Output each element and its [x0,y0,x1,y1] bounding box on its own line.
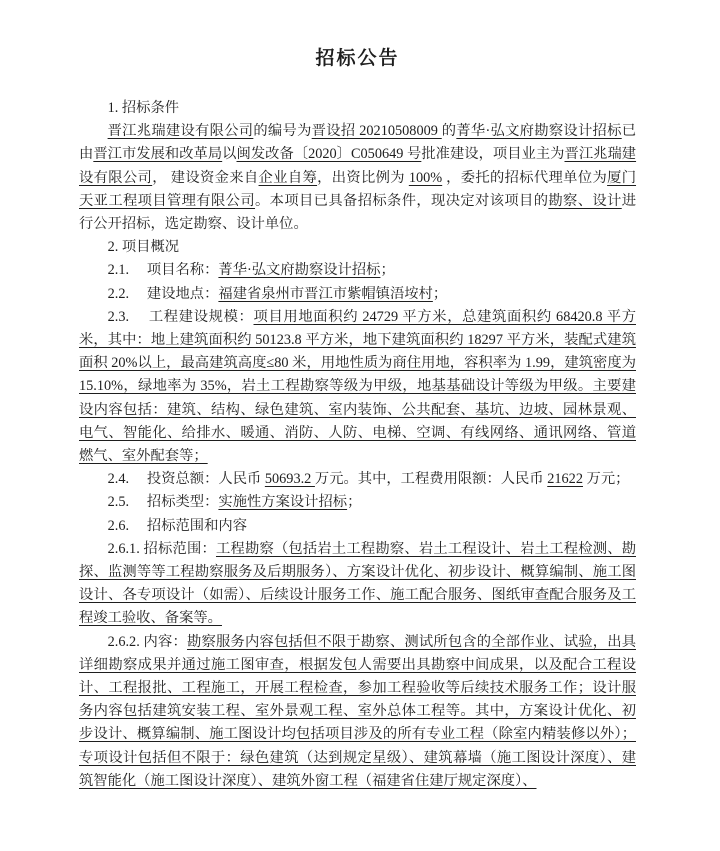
para-2-6-2-content [79,631,636,793]
text: ，委托的招标代理单位为 [442,169,608,186]
text: 万元。其中，工程费用限额：人民币 [314,471,548,488]
text: 2. 项目概况 [107,239,180,256]
underlined-text: 勘察服务内容包括但不限于勘察、测试所包含的全部作业、试验，出具详细勘察成果并通过施工图审查，根据发包人需要出具勘察中间成果，以及配合工程设计、工程报批、工程施工，开展工程检查，参加工程验收等后续技术服务工作；设计服务内容包括建筑安装工程、室外景观工程、室外总体工程等。其中，方案设计优化、初步设计、概算编制、施工图设计均包括项目涉及的所有专业工程（除室内精装修以外）；专项设计包括但不限于：绿色建筑（达到规定星级）、建筑幕墙（施工图设计深度）、建筑智能化（施工图设计深度）、建筑外窗工程（福建省住建厅规定深度）、 [79,633,636,789]
para-2-6-1-scope [79,538,636,631]
underlined-text: 工程勘察（包括岩土工程勘察、岩土工程设计、岩土工程检测、勘探、监测等等工程勘察服务及后期服务）、方案设计优化、初步设计、概算编制、施工图设计、各专项设计（如需）、后续设计服务工作、施工配合服务、图纸审查配合服务及工程竣工验收、备案等。 [79,540,636,627]
text: 进行公开招标，选定勘察、设计单位。 [79,192,637,233]
text: 2.3. 工程建设规模： [107,308,254,325]
underlined-text: 企业自筹 [258,169,318,186]
text: 2.2. 建设地点： [107,285,219,302]
text: 以 [222,146,237,163]
underlined-text: 项目用地面积约 24729 平方米，总建筑面积约 68420.8 平方米，其中：地上建筑面积约 50123.8 平方米，地下建筑面积约 18297 平方米，装配式建筑面积 20%以上，最高建筑高度≤80 米，用地性质为商住用地，容积率为 1.99，建筑密度为 15.10%，绿地率为 35%，岩土工程勘察等级为甲级，地基基础设计等级为甲级。主要建设内容包括：建筑、结构、绿色建筑、室内装饰、公共配套、基坑、边坡、园林景观、电气、智能化、给排水、暖通、消防、人防、电梯、空调、有线网络、通讯网络、管道燃气、室外配套等； [79,308,636,465]
text: 。本项目已具备招标条件，现决定对该项目的 [255,192,549,209]
para-2-3-scale [79,306,636,468]
text: 2.6. 招标范围和内容 [107,517,247,534]
text: 1. 招标条件 [107,100,180,116]
para-2-4-investment [79,468,636,491]
para-2-6-scope-heading [79,515,636,538]
para-2-1-project-name [79,259,636,282]
text: 的 [441,123,457,140]
text: ； [432,285,448,302]
text: 的编号为 [253,123,312,140]
document-body [79,97,636,793]
text: 2.4. 投资总额：人民币 [107,471,265,488]
text: 2.6.2. 内容： [107,633,187,650]
section-2-heading [79,236,636,259]
underlined-text: 菁华·弘文府勘察设计招标 [456,123,622,140]
text: ， 建设资金来自 [152,169,259,186]
underlined-text: 晋江市发展和改革局 [93,146,223,163]
underlined-text: 50693.2 [264,471,315,488]
text: 2.5. 招标类型： [107,494,219,511]
underlined-text: 厦门天亚工程项目管理有限公司 [79,169,637,209]
underlined-text: 菁华·弘文府勘察设计招标 [218,262,381,279]
text: ，出资比例为 [317,169,409,186]
text: 万元； [582,471,630,488]
text: 已由 [79,123,637,163]
para-2-5-tender-type [79,491,636,514]
underlined-text: 勘察、设计 [548,192,622,209]
text: ； [380,262,395,279]
underlined-text: 实施性方案设计招标 [218,494,348,511]
text: 2.1. 项目名称： [107,262,219,279]
section-1-heading [79,97,636,120]
text: 2.6.1. 招标范围： [107,540,216,557]
para-2-2-location [79,283,636,306]
text: ； [347,494,362,511]
underlined-text: 100% [408,169,443,186]
underlined-text: 晋江兆瑞建设有限公司 [107,123,254,140]
underlined-text: 21622 [547,471,583,488]
underlined-text: 福建省泉州市晋江市紫帽镇浯垵村 [218,285,433,302]
underlined-text: 晋江兆瑞建设有限公司 [79,146,637,186]
text: 批准建设，项目业主为 [421,146,565,163]
underlined-text: 晋设招 20210508009 [311,123,442,140]
underlined-text: 闽发改备〔2020〕C050649 号 [236,146,422,163]
para-tender-conditions [79,120,636,236]
document-title: 招标公告 [315,48,400,69]
